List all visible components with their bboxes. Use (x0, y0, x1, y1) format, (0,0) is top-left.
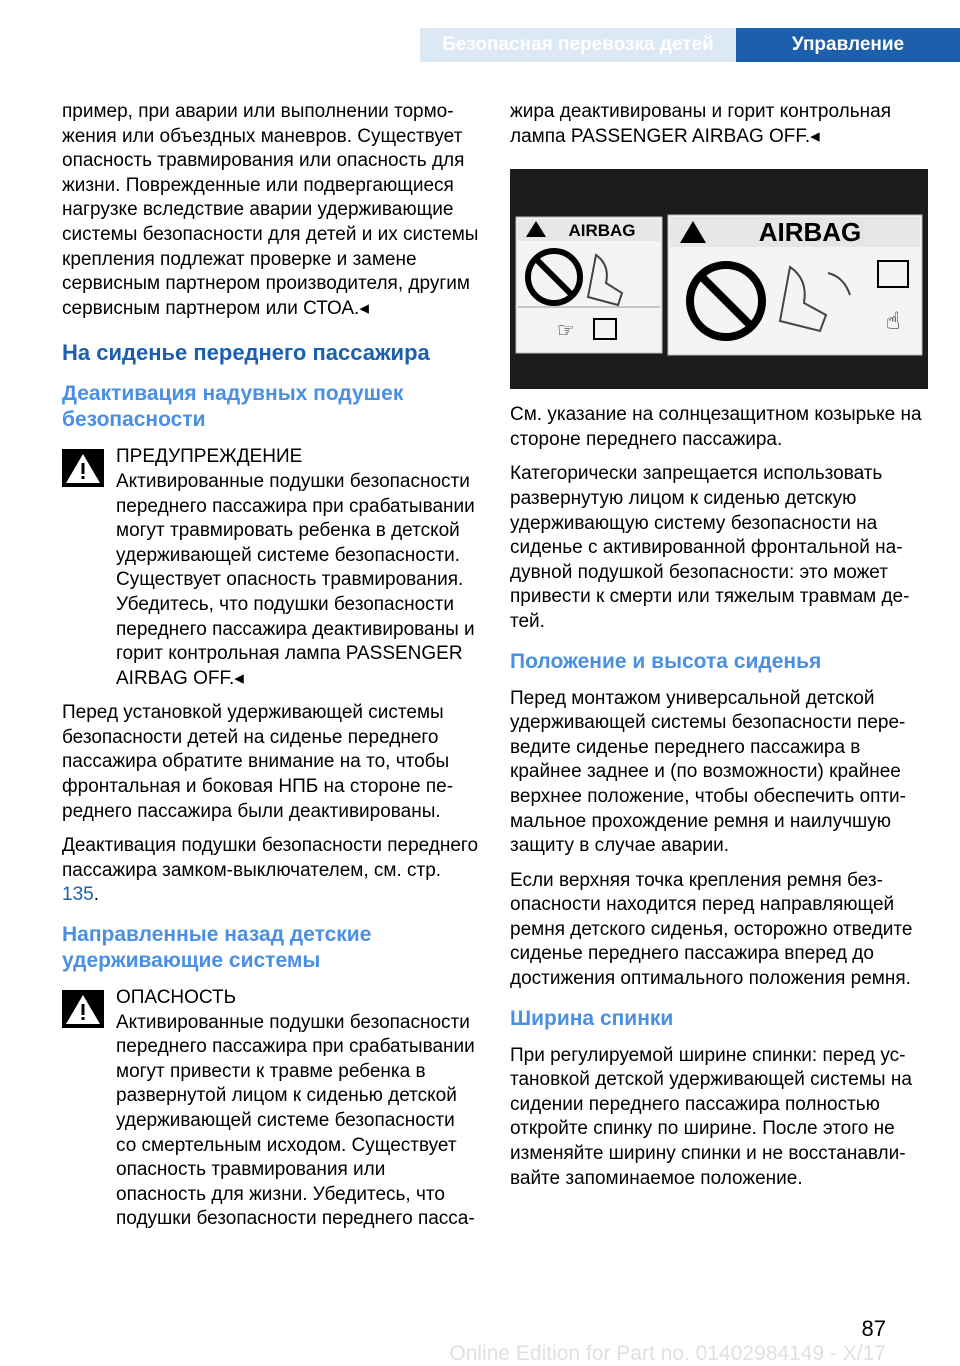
left-column (62, 100, 480, 1232)
section-heading: На сиденье переднего пассажира (62, 340, 430, 366)
chapter-tab: Управление (736, 28, 960, 62)
warning-block (62, 445, 480, 691)
paragraph: жира деактивированы и горит контрольная лампа PASSENGER AIRBAG OFF.◂ (510, 101, 891, 147)
danger-title: ОПАСНОСТЬ (116, 987, 237, 1009)
subsection-heading: Направленные назад детские удерживающие системы (62, 923, 372, 973)
subsection-heading: Деактивация надувных подушек безопасности (62, 382, 404, 432)
hand-icon: ☝ (885, 307, 901, 336)
airbag-text-large: AIRBAG (758, 217, 862, 248)
paragraph: Категорически запрещается использовать развернутую лицом к сиденью детскую удерживающую систему безопасности на сиденье с активированной фронтальной надувной подушкой безопасности: это может привести к смерти или тяжелым травмам детей. (510, 463, 910, 632)
danger-block (62, 986, 480, 1232)
airbag-label-illustration (510, 169, 928, 389)
airbag-text-small: AIRBAG (568, 221, 636, 241)
warning-title: ПРЕДУПРЕЖДЕНИЕ (116, 446, 303, 468)
page-number: 87 (861, 1316, 886, 1341)
airbag-label-image (510, 169, 928, 389)
right-column (510, 100, 928, 1201)
danger-body: Активированные подушки безопасности переднего пассажира при срабатывании могут привести к травме ребенка в развернутой лицом к сиденью детской удерживающей системе безопасности со смертельным исходом. Существует опасность травмирования или опасность для жизни. Убедитесь, что подушки безопасности переднего пасса- (116, 1011, 475, 1230)
paragraph-end: . (93, 884, 99, 906)
warning-icon (62, 990, 104, 1028)
paragraph: Перед монтажом универсальной детской удерживающей системы безопасности переведите сиденье переднего пассажира в крайнее заднее и (по возможности) крайнее верхнее положение, чтобы обеспечить оптимальное прохождение ремня и наилучшую защиту в случае аварии. (510, 687, 906, 857)
paragraph: При регулируемой ширине спинки: перед установкой детской удерживающей системы на сидении переднего пассажира полностью откройте спинку по ширине. После этого не изменяйте ширину спинки и не восстанавливайте запоминаемое положение. (510, 1044, 912, 1189)
section-tab: Безопасная перевозка детей (420, 28, 736, 62)
paragraph-with-link (62, 834, 480, 908)
hand-icon: ☞ (557, 318, 575, 343)
paragraph: См. указание на солнцезащитном козырьке на стороне переднего пассажира. (510, 404, 922, 450)
paragraph: пример, при аварии или выполнении торможения или объездных маневров. Существует опасность травмирования или опасность для жизни. Поврежденные или подвергающиеся нагрузке вследствие аварии удерживающие системы безопасности для детей и их системы крепления подлежат проверке и замене сервисным партнером производителя, другим сервисным партнером или СТОА.◂ (62, 101, 479, 319)
warning-body-first: Активированные подушки безопасности переднего пассажира при срабатывании могут травмировать ребенка в детской удерживающей системе безопасности. Существует опасность травмирования. Убедитесь, что подушки безопасности переднего пассажира деактивированы и горит контрольная лампа PASSENGER AIRBAG OFF.◂ (116, 470, 475, 689)
page-link[interactable]: 135 (62, 884, 94, 906)
subsection-heading: Ширина спинки (510, 1006, 674, 1030)
edition-line: Online Edition for Part no. 01402984149 - X/17 (449, 1342, 886, 1365)
warning-icon (62, 449, 104, 487)
subsection-heading: Положение и высота сиденья (510, 649, 822, 673)
paragraph: Перед установкой удерживающей системы безопасности детей на сиденье переднего пассажира обратите внимание на то, чтобы фронтальная и боковая НПБ на стороне переднего пассажира были деактивированы. (62, 702, 454, 822)
paragraph-text: Деактивация подушки безопасности переднего пассажира замком-выключателем, см. стр. (62, 835, 479, 881)
paragraph: Если верхняя точка крепления ремня безопасности находится перед направляющей ремня детского сиденья, осторожно отведите сиденье переднего пассажира вперед до достижения оптимального положения ремня. (510, 869, 913, 990)
